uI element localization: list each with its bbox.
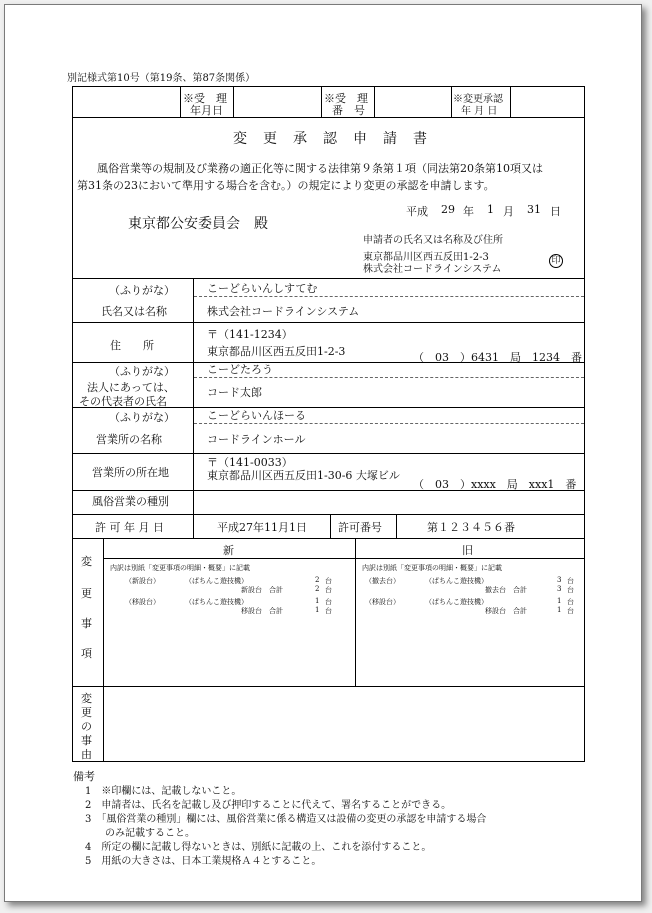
applicant-label: 申請者の氏名又は名称及び住所 [363, 235, 503, 246]
date-year: 29 [441, 203, 455, 216]
approval-date-label-2: 年 月 日 [461, 106, 498, 117]
old-line-3-count: 1 [557, 597, 562, 605]
received-number-label-2: 番 号 [332, 104, 365, 117]
old-line-2-type: 撤去台 合計 [485, 586, 527, 594]
old-line-4-count: 1 [557, 606, 562, 614]
business-type-label: 風俗営業の種別 [92, 495, 169, 508]
date-month-label: 月 [503, 205, 514, 218]
office-furigana: こーどらいんほーる [207, 409, 306, 422]
new-line-1-category: （新設台） [125, 577, 160, 585]
notes-item-5: 5 用紙の大きさは、日本工業規格Ａ４とすること。 [85, 856, 322, 867]
notes-item-3: 3 「風俗営業の種別」欄には、風俗営業に係る構造又は設備の変更の承認を申請する場合 [85, 814, 487, 825]
date-era: 平成 [406, 205, 428, 218]
permit-number-label: 許可番号 [338, 521, 382, 534]
reason-label-1: 変 [81, 692, 92, 705]
old-line-2-unit: 台 [567, 586, 574, 594]
address-postal: 〒（141-1234） [207, 328, 293, 341]
old-column-header: 旧 [462, 544, 473, 557]
reason-label-2: 更 [81, 706, 92, 719]
seal-mark: 印 [549, 254, 563, 268]
old-line-2-count: 3 [557, 585, 562, 593]
old-line-1-count: 3 [557, 576, 562, 584]
office-address: 東京都品川区西五反田1-30-6 大塚ビル [207, 469, 400, 482]
new-line-4-type: 移設台 合計 [241, 607, 283, 615]
office-value: コードラインホール [207, 433, 306, 446]
date-month: 1 [487, 203, 494, 216]
permit-number-value: 第１２３４５６番 [427, 521, 515, 534]
new-note: 内訳は別紙「変更事項の明細・概要」に記載 [110, 564, 250, 572]
old-line-3-unit: 台 [567, 598, 574, 606]
change-side-label-4: 項 [81, 647, 92, 660]
new-line-1-type: （ぱちんこ遊技機） [185, 577, 248, 585]
furigana-label-1: （ふりがな） [109, 284, 175, 297]
date-year-label: 年 [463, 205, 474, 218]
reason-label-5: 由 [81, 748, 92, 761]
reason-label-4: 事 [81, 734, 92, 747]
received-number-label-1: ※受 理 [324, 92, 368, 105]
rep-label-1: 法人にあっては、 [87, 381, 175, 394]
new-line-3-unit: 台 [325, 598, 332, 606]
old-line-1-unit: 台 [567, 577, 574, 585]
address-value: 東京都品川区西五反田1-2-3 [207, 345, 346, 358]
old-line-3-type: （ぱちんこ遊技機） [425, 598, 488, 606]
date-day: 31 [527, 203, 541, 216]
change-side-label-3: 事 [81, 617, 92, 630]
old-note: 内訳は別紙「変更事項の明細・概要」に記載 [362, 564, 502, 572]
rep-label-2: その代表者の氏名 [79, 395, 167, 408]
addressee: 東京都公安委員会 殿 [128, 216, 268, 232]
office-postal: 〒（141-0033） [207, 456, 293, 469]
old-line-4-type: 移設台 合計 [485, 607, 527, 615]
new-line-2-type: 新設台 合計 [241, 586, 283, 594]
address-phone: （ 03 ）6431 局 1234 番 [413, 351, 582, 364]
name-label: 氏名又は名称 [101, 305, 167, 318]
permit-date-label: 許 可 年 月 日 [95, 521, 164, 534]
furigana-label-2: （ふりがな） [109, 365, 175, 378]
notes-item-4: 4 所定の欄に記載し得ないときは、別紙に記載の上、これを添付すること。 [85, 842, 432, 853]
document-page [4, 4, 642, 902]
change-side-label-1: 変 [81, 555, 92, 568]
notes-item-1: 1 ※印欄には、記載しないこと。 [85, 786, 242, 797]
notes-title: 備考 [73, 770, 95, 783]
new-line-3-category: （移設台） [125, 598, 160, 606]
rep-furigana: こーどたろう [207, 363, 273, 376]
reason-label-3: の [81, 720, 92, 733]
new-line-1-unit: 台 [325, 577, 332, 585]
old-line-1-type: （ぱちんこ遊技機） [425, 577, 488, 585]
intro-line-2: 第31条の23において準用する場合を含む。）の規定により変更の承認を申請します。 [77, 179, 495, 192]
change-side-label-2: 更 [81, 587, 92, 600]
office-label: 営業所の名称 [96, 433, 162, 446]
new-line-4-count: 1 [315, 606, 320, 614]
new-column-header: 新 [223, 544, 234, 557]
furigana-label-3: （ふりがな） [109, 411, 175, 424]
document-title: 変 更 承 認 申 請 書 [233, 131, 428, 147]
new-line-4-unit: 台 [325, 607, 332, 615]
new-line-3-count: 1 [315, 597, 320, 605]
name-value: 株式会社コードラインシステム [207, 305, 360, 318]
permit-date-value: 平成27年11月1日 [217, 521, 307, 534]
name-furigana: こーどらいんしすてむ [207, 282, 318, 295]
applicant-name: 株式会社コードラインシステム [363, 264, 502, 275]
new-line-3-type: （ぱちんこ遊技機） [185, 598, 248, 606]
intro-line-1: 風俗営業等の規制及び業務の適正化等に関する法律第９条第１項（同法第20条第10項又は [97, 162, 543, 175]
office-address-label: 営業所の所在地 [92, 466, 169, 479]
applicant-address: 東京都品川区西五反田1-2-3 [363, 252, 489, 263]
application-form [72, 86, 585, 762]
address-label: 住 所 [110, 339, 154, 352]
received-date-label-2: 年月日 [190, 104, 223, 117]
office-phone: （ 03 ）xxxx 局 xxx1 番 [413, 478, 577, 491]
approval-date-label-1: ※変更承認 [453, 94, 503, 105]
notes-item-2: 2 申請者は、氏名を記載し及び押印することに代えて、署名することができる。 [85, 800, 452, 811]
new-line-2-count: 2 [315, 585, 320, 593]
old-line-4-unit: 台 [567, 607, 574, 615]
new-line-2-unit: 台 [325, 586, 332, 594]
date-day-label: 日 [550, 205, 561, 218]
received-date-label-1: ※受 理 [183, 92, 227, 105]
form-number-note: 別記様式第10号（第19条、第87条関係） [67, 73, 256, 84]
old-line-1-category: （撤去台） [365, 577, 400, 585]
notes-item-3-cont: のみ記載すること。 [85, 828, 195, 839]
old-line-3-category: （移設台） [365, 598, 400, 606]
new-line-1-count: 2 [315, 576, 320, 584]
rep-value: コード太郎 [207, 386, 262, 399]
